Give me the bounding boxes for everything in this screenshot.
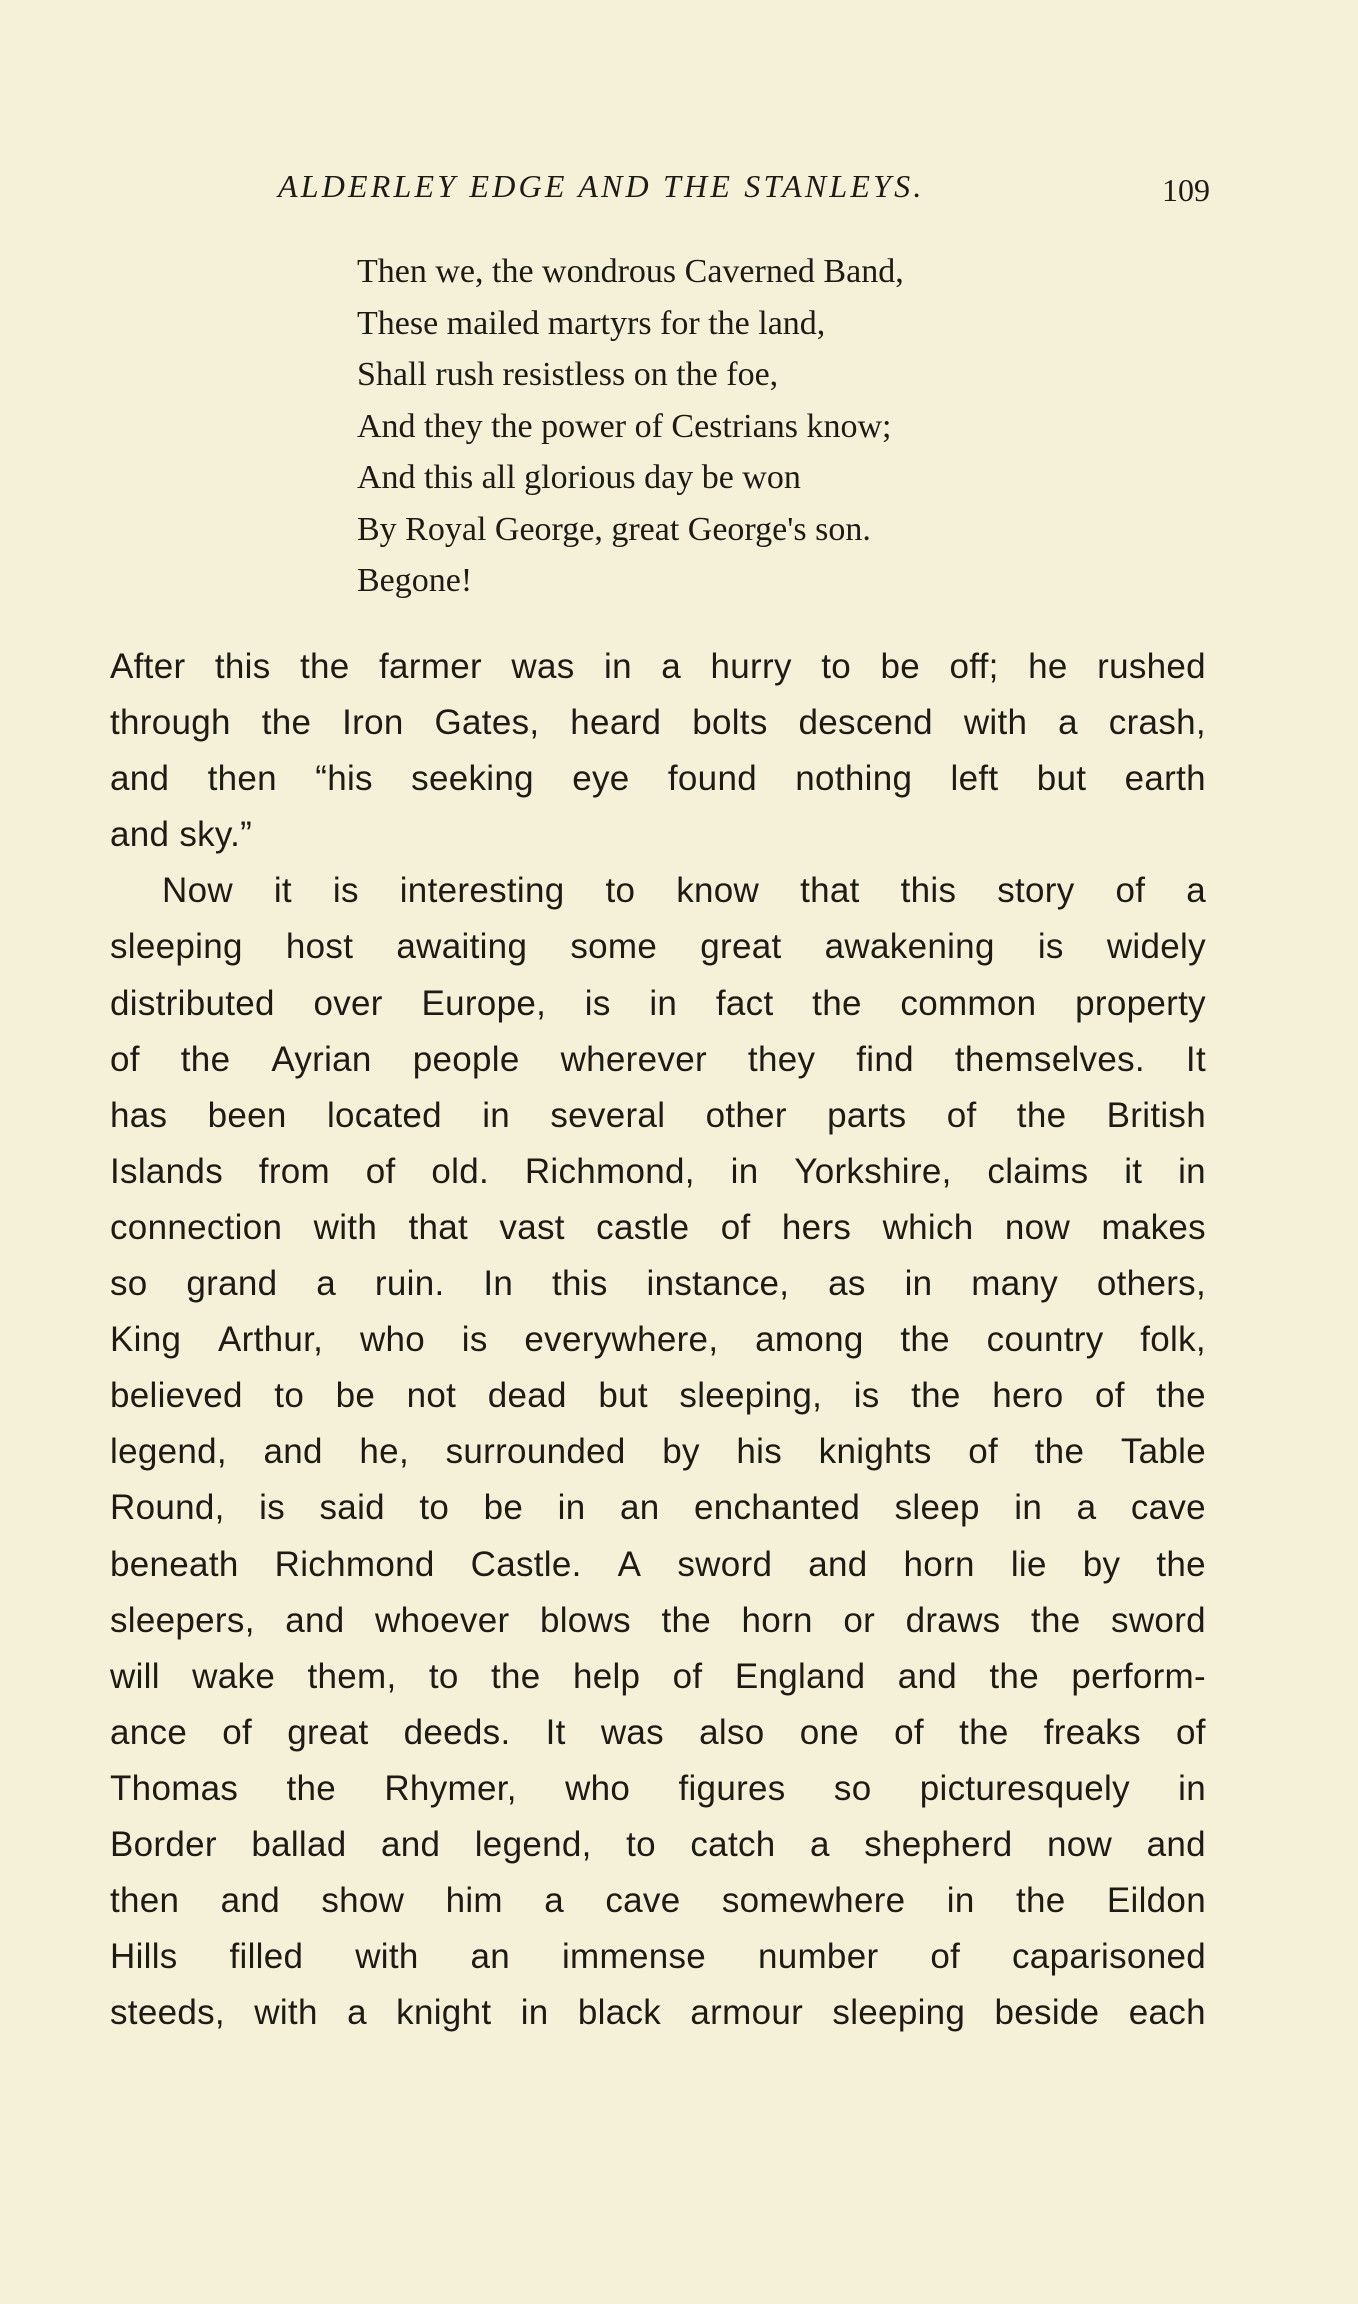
word: a: [347, 1993, 367, 2033]
word: of: [968, 1432, 999, 1472]
word: blows: [539, 1600, 631, 1640]
word: the: [989, 1656, 1039, 1696]
word: interesting: [399, 871, 565, 911]
word: connection: [110, 1207, 283, 1247]
word: of: [720, 1207, 751, 1247]
word: vast: [499, 1207, 565, 1247]
word: his: [736, 1432, 783, 1472]
word: one: [799, 1712, 859, 1752]
word: who: [359, 1320, 426, 1360]
word: and: [263, 1432, 323, 1472]
word: bolts: [692, 703, 768, 743]
word: sleeping: [110, 927, 243, 967]
word: now: [1004, 1207, 1071, 1247]
word: caparisoned: [1012, 1937, 1206, 1977]
text-line: [110, 1537, 1206, 1593]
word: horn: [741, 1600, 813, 1640]
word: Castle.: [470, 1544, 582, 1584]
word: this: [551, 1264, 608, 1304]
word: hurry: [710, 647, 792, 686]
word: who: [565, 1768, 631, 1808]
word: legend,: [474, 1824, 592, 1864]
word: of: [110, 1039, 140, 1079]
verse-line: Begone!: [357, 562, 473, 599]
word: instance,: [646, 1264, 790, 1304]
word: dead: [487, 1376, 567, 1416]
word: crash,: [1108, 703, 1206, 743]
word: in: [1014, 1488, 1043, 1528]
verse-block: [357, 246, 1157, 607]
word: or: [843, 1600, 876, 1640]
word: be: [880, 647, 920, 686]
word: over: [313, 983, 383, 1023]
word: then: [207, 759, 277, 799]
word: Islands: [110, 1151, 223, 1191]
word: Richmond,: [524, 1151, 695, 1191]
word: an: [619, 1488, 660, 1528]
word: show: [321, 1881, 405, 1921]
verse-line: By Royal George, great George's son.: [357, 510, 871, 548]
word: the: [300, 647, 350, 686]
word: common: [900, 983, 1037, 1023]
word: the: [1034, 1432, 1085, 1472]
word: but: [1036, 759, 1087, 799]
word: knights: [818, 1432, 932, 1472]
word: in: [904, 1264, 933, 1304]
word: said: [319, 1488, 385, 1528]
word: then: [110, 1881, 180, 1921]
word: hers: [781, 1207, 852, 1247]
word: the: [959, 1712, 1009, 1752]
word: to: [274, 1376, 305, 1416]
word: it: [273, 871, 292, 911]
word: steeds,: [110, 1993, 225, 2033]
word: he: [1028, 647, 1068, 686]
word: the: [1016, 1095, 1067, 1135]
word: from: [258, 1151, 330, 1191]
word: It: [1185, 1039, 1206, 1079]
word: with: [963, 703, 1028, 743]
word: among: [755, 1320, 864, 1360]
word: in: [730, 1151, 759, 1191]
text-line: [110, 1200, 1206, 1256]
word: and: [380, 1824, 441, 1864]
word: a: [316, 1264, 337, 1304]
word: shepherd: [864, 1824, 1013, 1864]
word: other: [705, 1095, 787, 1135]
word: that: [408, 1207, 469, 1247]
word: help: [572, 1656, 641, 1696]
text-line: [110, 1032, 1206, 1088]
word: great: [700, 927, 782, 967]
text-line: [110, 1929, 1206, 1985]
word: picturesquely: [919, 1768, 1130, 1808]
word: so: [110, 1264, 148, 1304]
word: know: [676, 871, 760, 911]
text-line: [110, 1480, 1206, 1536]
word: sword: [1111, 1600, 1206, 1640]
word: was: [600, 1712, 664, 1752]
word: a: [809, 1824, 830, 1864]
word: enchanted: [693, 1488, 861, 1528]
text-line: [110, 1761, 1206, 1817]
word: sleep: [894, 1488, 980, 1528]
word: of: [365, 1151, 396, 1191]
word: a: [1186, 871, 1206, 911]
verse-line: And this all glorious day be won: [357, 459, 801, 496]
word: makes: [1101, 1207, 1206, 1247]
word: an: [470, 1937, 511, 1977]
word: nothing: [795, 759, 913, 799]
page-number: 109: [1162, 172, 1210, 208]
word: in: [520, 1993, 549, 2033]
word: catch: [690, 1824, 776, 1864]
word: filled: [229, 1937, 304, 1977]
word: sleepers,: [110, 1600, 255, 1640]
word: Richmond: [274, 1544, 435, 1584]
word: wherever: [560, 1039, 707, 1079]
text-line: [110, 1312, 1206, 1368]
word: In: [483, 1264, 514, 1304]
word: Gates,: [434, 703, 540, 743]
word: property: [1075, 983, 1206, 1023]
word: so: [833, 1768, 872, 1808]
word: freaks: [1043, 1712, 1141, 1752]
word: with: [313, 1207, 378, 1247]
word: each: [1128, 1993, 1206, 2033]
text-line: [110, 1424, 1206, 1480]
word: now: [1047, 1824, 1113, 1864]
word: host: [285, 927, 354, 967]
word: not: [406, 1376, 457, 1416]
text-line: [110, 1985, 1206, 2041]
word: wake: [192, 1656, 276, 1696]
running-title: ALDERLEY EDGE AND THE STANLEYS.: [278, 168, 925, 204]
text-line: [110, 1088, 1206, 1144]
word: this: [214, 647, 271, 686]
word: seeking: [411, 759, 534, 799]
word: off;: [949, 647, 999, 686]
word: King: [110, 1320, 182, 1360]
word: found: [667, 759, 757, 799]
word: Now: [162, 871, 233, 911]
word: is: [461, 1320, 488, 1360]
word: beside: [994, 1993, 1100, 2033]
word: Ayrian: [271, 1039, 372, 1079]
word: Arthur,: [218, 1320, 324, 1360]
word: and: [110, 759, 170, 799]
word: that: [800, 871, 860, 911]
word: of: [946, 1095, 977, 1135]
word: whoever: [375, 1600, 510, 1640]
text-line: [110, 1368, 1206, 1424]
word: find: [856, 1039, 914, 1079]
word: Europe,: [421, 983, 547, 1023]
word: of: [930, 1937, 961, 1977]
word: Eildon: [1106, 1881, 1206, 1921]
word: by: [1082, 1544, 1121, 1584]
word: by: [662, 1432, 700, 1472]
word: also: [699, 1712, 765, 1752]
word: Hills: [110, 1937, 178, 1977]
word: in: [1178, 1768, 1206, 1808]
verse-line: Shall rush resistless on the foe,: [357, 356, 779, 393]
text-line: [110, 695, 1206, 751]
word: a: [544, 1881, 564, 1921]
word: claims: [987, 1151, 1089, 1191]
word: is: [853, 1376, 880, 1416]
word: of: [894, 1712, 924, 1752]
word: somewhere: [721, 1881, 906, 1921]
word: in: [1178, 1151, 1206, 1191]
word: Rhymer,: [384, 1768, 517, 1808]
word: number: [757, 1937, 879, 1977]
word: it: [1124, 1151, 1143, 1191]
word: armour: [690, 1993, 804, 2033]
word: him: [445, 1881, 503, 1921]
word: them,: [307, 1656, 397, 1696]
word: the: [661, 1600, 712, 1640]
verse-line: Then we, the wondrous Caverned Band,: [357, 253, 904, 290]
word: distributed: [110, 983, 275, 1023]
text-line: [110, 1256, 1206, 1312]
word: horn: [903, 1544, 975, 1584]
word: grand: [186, 1264, 278, 1304]
word: some: [570, 927, 658, 967]
text-line: [110, 807, 1206, 863]
text-line: [110, 1873, 1206, 1929]
word: rushed: [1097, 647, 1206, 686]
word: the: [180, 1039, 231, 1079]
word: cave: [605, 1881, 681, 1921]
word: Border: [110, 1824, 217, 1864]
word: widely: [1106, 927, 1206, 967]
word: ballad: [251, 1824, 347, 1864]
word: the: [286, 1768, 337, 1808]
word: hero: [992, 1376, 1064, 1416]
word: to: [605, 871, 636, 911]
word: the: [1015, 1881, 1066, 1921]
word: which: [882, 1207, 974, 1247]
word: After: [110, 647, 186, 686]
word: draws: [905, 1600, 1001, 1640]
word: believed: [110, 1376, 243, 1416]
word: and: [1146, 1824, 1206, 1864]
word: in: [482, 1095, 511, 1135]
word: ance: [110, 1712, 188, 1752]
text-line: [110, 919, 1206, 975]
word: the: [900, 1320, 950, 1360]
word: Table: [1120, 1432, 1206, 1472]
word: sword: [677, 1544, 773, 1584]
word: in: [649, 983, 678, 1023]
word: through: [110, 703, 231, 743]
word: surrounded: [445, 1432, 626, 1472]
word: heard: [570, 703, 662, 743]
word: castle: [596, 1207, 690, 1247]
word: they: [747, 1039, 816, 1079]
word: farmer: [379, 647, 482, 686]
word: awakening: [824, 927, 995, 967]
text-line: [110, 1593, 1206, 1649]
word: of: [672, 1656, 703, 1696]
word: the: [911, 1376, 961, 1416]
word: “his: [315, 759, 373, 799]
word: Iron: [342, 703, 404, 743]
word: was: [511, 647, 575, 686]
word: Thomas: [110, 1768, 239, 1808]
text-line: [110, 976, 1206, 1032]
word: knight: [396, 1993, 492, 2033]
word: and: [897, 1656, 958, 1696]
word: with: [254, 1993, 318, 2033]
word: awaiting: [396, 927, 528, 967]
word: immense: [561, 1937, 707, 1977]
word: British: [1106, 1095, 1206, 1135]
word: sleeping: [832, 1993, 966, 2033]
word: deeds.: [403, 1712, 511, 1752]
word: the: [261, 703, 312, 743]
word: but: [598, 1376, 648, 1416]
word: he,: [359, 1432, 409, 1472]
word: of: [1176, 1712, 1206, 1752]
word: Round,: [110, 1488, 225, 1528]
word: A: [617, 1544, 642, 1584]
word: old.: [431, 1151, 490, 1191]
word: cave: [1130, 1488, 1206, 1528]
word: ruin.: [374, 1264, 445, 1304]
word: eye: [572, 759, 630, 799]
word: to: [428, 1656, 459, 1696]
word: England: [734, 1656, 866, 1696]
word: located: [326, 1095, 442, 1135]
word: and: [808, 1544, 868, 1584]
word: has: [110, 1095, 168, 1135]
word: descend: [798, 703, 933, 743]
word: the: [491, 1656, 541, 1696]
word: and: [220, 1881, 280, 1921]
word: country: [986, 1320, 1104, 1360]
word: be: [335, 1376, 376, 1416]
word: fact: [715, 983, 774, 1023]
word: the: [1156, 1544, 1206, 1584]
word: this: [900, 871, 957, 911]
text-line: [110, 639, 1206, 695]
word: themselves.: [954, 1039, 1145, 1079]
word: black: [577, 1993, 662, 2033]
word: many: [971, 1264, 1059, 1304]
word: people: [412, 1039, 520, 1079]
word: been: [207, 1095, 287, 1135]
word: a: [1058, 703, 1078, 743]
word: legend,: [110, 1432, 227, 1472]
prose-body: [110, 639, 1206, 2041]
word: the: [1156, 1376, 1206, 1416]
word: in: [557, 1488, 586, 1528]
word: and: [110, 815, 180, 855]
word: to: [821, 647, 852, 686]
text-line: [110, 751, 1206, 807]
word: beneath: [110, 1544, 239, 1584]
word: Yorkshire,: [794, 1151, 952, 1191]
word: earth: [1124, 759, 1206, 799]
text-line: [110, 863, 1206, 919]
word: left: [950, 759, 999, 799]
word: is: [259, 1488, 286, 1528]
text-line: [110, 1649, 1206, 1705]
word: sky.”: [179, 815, 253, 855]
page-header: [0, 168, 1358, 218]
word: the: [1030, 1600, 1081, 1640]
word: figures: [678, 1768, 786, 1808]
word: of: [1115, 871, 1146, 911]
word: in: [604, 647, 632, 686]
verse-line: These mailed martyrs for the land,: [357, 304, 826, 342]
word: with: [355, 1937, 419, 1977]
word: lie: [1010, 1544, 1047, 1584]
word: others,: [1096, 1264, 1206, 1304]
word: the: [812, 983, 862, 1023]
word: several: [550, 1095, 666, 1135]
word: It: [545, 1712, 566, 1752]
word: and: [285, 1600, 345, 1640]
word: of: [222, 1712, 253, 1752]
word: in: [946, 1881, 975, 1921]
word: to: [419, 1488, 450, 1528]
word: everywhere,: [524, 1320, 719, 1360]
word: folk,: [1140, 1320, 1206, 1360]
word: as: [828, 1264, 866, 1304]
word: will: [110, 1656, 160, 1696]
word: parts: [827, 1095, 907, 1135]
word: is: [584, 983, 611, 1023]
word: a: [661, 647, 682, 686]
word: is: [1037, 927, 1064, 967]
word: great: [287, 1712, 369, 1752]
word: a: [1076, 1488, 1097, 1528]
word: story: [997, 871, 1075, 911]
word: of: [1094, 1376, 1125, 1416]
text-line: [110, 1705, 1206, 1761]
verse-line: And they the power of Cestrians know;: [357, 407, 892, 445]
word: be: [483, 1488, 524, 1528]
word: sleeping,: [679, 1376, 823, 1416]
text-line: [110, 1144, 1206, 1200]
word: to: [626, 1824, 656, 1864]
word: perform-: [1071, 1656, 1206, 1696]
word: is: [332, 871, 359, 911]
text-line: [110, 1817, 1206, 1873]
